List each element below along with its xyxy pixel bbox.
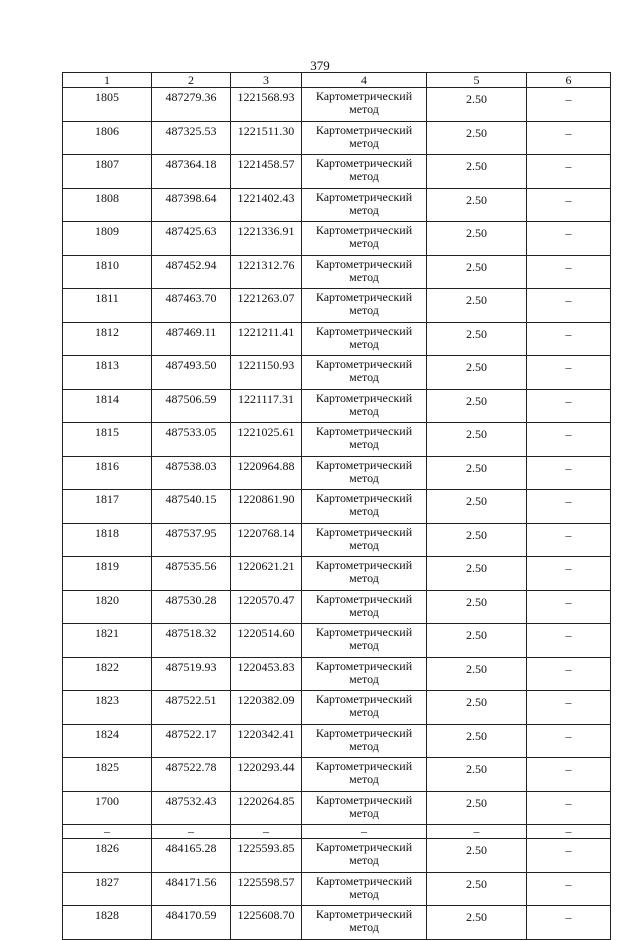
table-row — [63, 490, 611, 524]
x-coordinate-cell: 487530.28 — [152, 590, 231, 624]
column-header: 4 — [302, 73, 427, 88]
y-coordinate-cell: 1220861.90 — [231, 490, 302, 524]
x-coordinate-cell: 484171.56 — [152, 872, 231, 906]
note-cell: – — [527, 456, 611, 490]
note-cell: – — [527, 758, 611, 792]
x-coordinate-cell: 487463.70 — [152, 289, 231, 323]
method-cell: Картометрический метод — [302, 624, 427, 658]
table-row — [63, 121, 611, 155]
accuracy-cell: 2.50 — [427, 356, 527, 390]
table-row — [63, 188, 611, 222]
table-row — [63, 590, 611, 624]
note-cell: – — [527, 839, 611, 873]
accuracy-cell: 2.50 — [427, 322, 527, 356]
point-number-cell: 1806 — [63, 121, 152, 155]
accuracy-cell: 2.50 — [427, 906, 527, 940]
method-cell: Картометрический метод — [302, 839, 427, 873]
accuracy-cell: 2.50 — [427, 791, 527, 825]
table-row — [63, 356, 611, 390]
method-cell: Картометрический метод — [302, 758, 427, 792]
note-cell: – — [527, 255, 611, 289]
method-cell: Картометрический метод — [302, 557, 427, 591]
point-number-cell: 1810 — [63, 255, 152, 289]
accuracy-cell: 2.50 — [427, 121, 527, 155]
y-coordinate-cell: 1221312.76 — [231, 255, 302, 289]
table-row — [63, 289, 611, 323]
note-cell: – — [527, 289, 611, 323]
method-cell: Картометрический метод — [302, 121, 427, 155]
table-body — [63, 88, 611, 940]
x-coordinate-cell: 487425.63 — [152, 222, 231, 256]
x-coordinate-cell: 487364.18 — [152, 155, 231, 189]
point-number-cell: 1814 — [63, 389, 152, 423]
note-cell: – — [527, 523, 611, 557]
coordinates-table — [62, 72, 611, 940]
accuracy-cell: 2.50 — [427, 872, 527, 906]
method-cell: Картометрический метод — [302, 88, 427, 122]
accuracy-cell: 2.50 — [427, 389, 527, 423]
point-number-cell: 1818 — [63, 523, 152, 557]
y-coordinate-cell: 1220964.88 — [231, 456, 302, 490]
method-cell: Картометрический метод — [302, 490, 427, 524]
accuracy-cell: 2.50 — [427, 456, 527, 490]
point-number-cell: 1808 — [63, 188, 152, 222]
point-number-cell: 1820 — [63, 590, 152, 624]
y-coordinate-cell: 1220453.83 — [231, 657, 302, 691]
accuracy-cell: 2.50 — [427, 590, 527, 624]
table-row — [63, 657, 611, 691]
method-cell: Картометрический метод — [302, 322, 427, 356]
method-cell: Картометрический метод — [302, 906, 427, 940]
y-coordinate-cell: 1220342.41 — [231, 724, 302, 758]
x-coordinate-cell: 487519.93 — [152, 657, 231, 691]
header-row — [63, 73, 611, 88]
point-number-cell: 1828 — [63, 906, 152, 940]
point-number-cell: 1809 — [63, 222, 152, 256]
method-cell: Картометрический метод — [302, 523, 427, 557]
note-cell: – — [527, 590, 611, 624]
table-row — [63, 557, 611, 591]
y-coordinate-cell: 1221568.93 — [231, 88, 302, 122]
method-cell: Картометрический метод — [302, 590, 427, 624]
x-coordinate-cell: 487493.50 — [152, 356, 231, 390]
method-cell: Картометрический метод — [302, 423, 427, 457]
x-coordinate-cell: 487540.15 — [152, 490, 231, 524]
x-coordinate-cell: 487535.56 — [152, 557, 231, 591]
point-number-cell: 1823 — [63, 691, 152, 725]
y-coordinate-cell: 1225593.85 — [231, 839, 302, 873]
method-cell: Картометрический метод — [302, 872, 427, 906]
x-coordinate-cell: 487532.43 — [152, 791, 231, 825]
accuracy-cell: 2.50 — [427, 222, 527, 256]
x-coordinate-cell: 487538.03 — [152, 456, 231, 490]
x-coordinate-cell: 487537.95 — [152, 523, 231, 557]
accuracy-cell: 2.50 — [427, 724, 527, 758]
table-row — [63, 423, 611, 457]
point-number-cell: – — [63, 825, 152, 839]
x-coordinate-cell: 484170.59 — [152, 906, 231, 940]
table-row — [63, 322, 611, 356]
y-coordinate-cell: 1225598.57 — [231, 872, 302, 906]
y-coordinate-cell: 1221402.43 — [231, 188, 302, 222]
point-number-cell: 1819 — [63, 557, 152, 591]
y-coordinate-cell: 1220514.60 — [231, 624, 302, 658]
note-cell: – — [527, 389, 611, 423]
point-number-cell: 1805 — [63, 88, 152, 122]
y-coordinate-cell: 1221263.07 — [231, 289, 302, 323]
method-cell: Картометрический метод — [302, 456, 427, 490]
note-cell: – — [527, 906, 611, 940]
x-coordinate-cell: 487518.32 — [152, 624, 231, 658]
column-header: 1 — [63, 73, 152, 88]
y-coordinate-cell: 1220570.47 — [231, 590, 302, 624]
x-coordinate-cell: 487398.64 — [152, 188, 231, 222]
x-coordinate-cell: 487469.11 — [152, 322, 231, 356]
y-coordinate-cell: 1221511.30 — [231, 121, 302, 155]
y-coordinate-cell: 1221117.31 — [231, 389, 302, 423]
y-coordinate-cell: 1221211.41 — [231, 322, 302, 356]
column-header: 3 — [231, 73, 302, 88]
x-coordinate-cell: 487522.17 — [152, 724, 231, 758]
point-number-cell: 1822 — [63, 657, 152, 691]
point-number-cell: 1815 — [63, 423, 152, 457]
column-header: 6 — [527, 73, 611, 88]
point-number-cell: 1816 — [63, 456, 152, 490]
accuracy-cell: 2.50 — [427, 523, 527, 557]
note-cell: – — [527, 557, 611, 591]
accuracy-cell: 2.50 — [427, 188, 527, 222]
table-row — [63, 155, 611, 189]
y-coordinate-cell: 1221458.57 — [231, 155, 302, 189]
method-cell: Картометрический метод — [302, 691, 427, 725]
table-row — [63, 724, 611, 758]
accuracy-cell: 2.50 — [427, 155, 527, 189]
x-coordinate-cell: 487279.36 — [152, 88, 231, 122]
x-coordinate-cell: 487452.94 — [152, 255, 231, 289]
method-cell: Картометрический метод — [302, 724, 427, 758]
note-cell: – — [527, 791, 611, 825]
point-number-cell: 1813 — [63, 356, 152, 390]
note-cell: – — [527, 222, 611, 256]
x-coordinate-cell: 487522.51 — [152, 691, 231, 725]
method-cell: Картометрический метод — [302, 657, 427, 691]
accuracy-cell: 2.50 — [427, 624, 527, 658]
note-cell: – — [527, 121, 611, 155]
accuracy-cell: 2.50 — [427, 839, 527, 873]
accuracy-cell: 2.50 — [427, 423, 527, 457]
x-coordinate-cell: 487506.59 — [152, 389, 231, 423]
point-number-cell: 1827 — [63, 872, 152, 906]
note-cell: – — [527, 691, 611, 725]
point-number-cell: 1807 — [63, 155, 152, 189]
method-cell: – — [302, 825, 427, 839]
table-row — [63, 88, 611, 122]
point-number-cell: 1824 — [63, 724, 152, 758]
table-row — [63, 222, 611, 256]
table-row — [63, 791, 611, 825]
accuracy-cell: 2.50 — [427, 490, 527, 524]
point-number-cell: 1812 — [63, 322, 152, 356]
note-cell: – — [527, 155, 611, 189]
accuracy-cell: 2.50 — [427, 88, 527, 122]
accuracy-cell: 2.50 — [427, 657, 527, 691]
y-coordinate-cell: 1220382.09 — [231, 691, 302, 725]
note-cell: – — [527, 724, 611, 758]
x-coordinate-cell: 487522.78 — [152, 758, 231, 792]
y-coordinate-cell: 1221150.93 — [231, 356, 302, 390]
point-number-cell: 1826 — [63, 839, 152, 873]
method-cell: Картометрический метод — [302, 188, 427, 222]
page-number: 379 — [310, 58, 330, 73]
table-row — [63, 758, 611, 792]
x-coordinate-cell: 484165.28 — [152, 839, 231, 873]
method-cell: Картометрический метод — [302, 356, 427, 390]
note-cell: – — [527, 825, 611, 839]
note-cell: – — [527, 356, 611, 390]
point-number-cell: 1811 — [63, 289, 152, 323]
method-cell: Картометрический метод — [302, 255, 427, 289]
column-header: 5 — [427, 73, 527, 88]
y-coordinate-cell: 1220621.21 — [231, 557, 302, 591]
y-coordinate-cell: – — [231, 825, 302, 839]
method-cell: Картометрический метод — [302, 155, 427, 189]
method-cell: Картометрический метод — [302, 791, 427, 825]
note-cell: – — [527, 490, 611, 524]
x-coordinate-cell: 487325.53 — [152, 121, 231, 155]
x-coordinate-cell: 487533.05 — [152, 423, 231, 457]
point-number-cell: 1821 — [63, 624, 152, 658]
y-coordinate-cell: 1221025.61 — [231, 423, 302, 457]
y-coordinate-cell: 1220264.85 — [231, 791, 302, 825]
table-row — [63, 691, 611, 725]
table-row — [63, 456, 611, 490]
y-coordinate-cell: 1225608.70 — [231, 906, 302, 940]
accuracy-cell: 2.50 — [427, 691, 527, 725]
method-cell: Картометрический метод — [302, 389, 427, 423]
point-number-cell: 1817 — [63, 490, 152, 524]
y-coordinate-cell: 1220768.14 — [231, 523, 302, 557]
note-cell: – — [527, 423, 611, 457]
point-number-cell: 1825 — [63, 758, 152, 792]
note-cell: – — [527, 188, 611, 222]
table-row — [63, 906, 611, 940]
x-coordinate-cell: – — [152, 825, 231, 839]
accuracy-cell: 2.50 — [427, 758, 527, 792]
table-row — [63, 872, 611, 906]
note-cell: – — [527, 624, 611, 658]
table-row — [63, 523, 611, 557]
accuracy-cell: – — [427, 825, 527, 839]
y-coordinate-cell: 1220293.44 — [231, 758, 302, 792]
table-row — [63, 839, 611, 873]
accuracy-cell: 2.50 — [427, 289, 527, 323]
separator-row — [63, 825, 611, 839]
y-coordinate-cell: 1221336.91 — [231, 222, 302, 256]
table-row — [63, 389, 611, 423]
note-cell: – — [527, 88, 611, 122]
table-row — [63, 624, 611, 658]
table-row — [63, 255, 611, 289]
note-cell: – — [527, 322, 611, 356]
method-cell: Картометрический метод — [302, 222, 427, 256]
method-cell: Картометрический метод — [302, 289, 427, 323]
point-number-cell: 1700 — [63, 791, 152, 825]
column-header: 2 — [152, 73, 231, 88]
accuracy-cell: 2.50 — [427, 557, 527, 591]
note-cell: – — [527, 657, 611, 691]
accuracy-cell: 2.50 — [427, 255, 527, 289]
note-cell: – — [527, 872, 611, 906]
